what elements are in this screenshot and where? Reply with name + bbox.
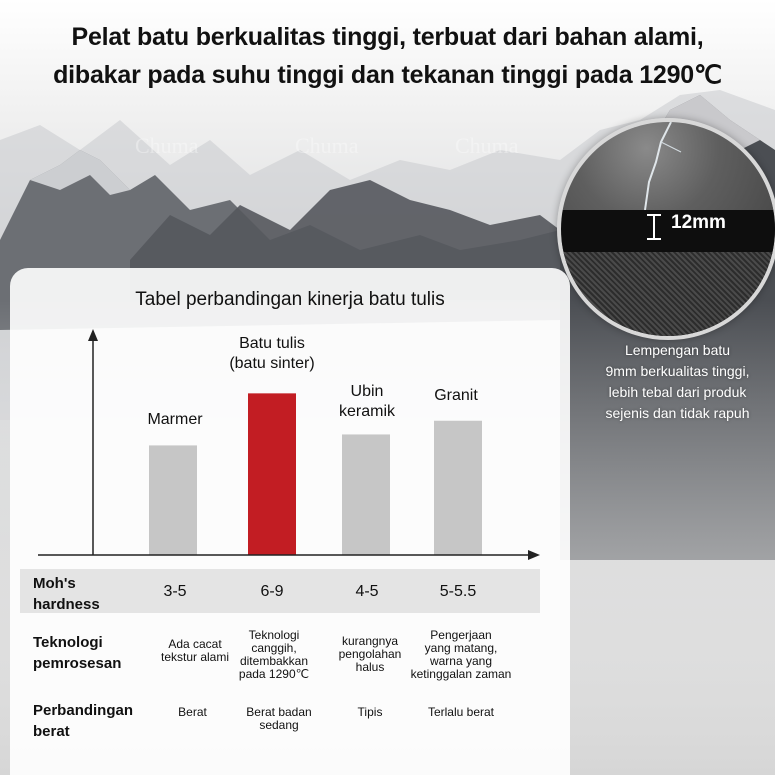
row-header-line: pemrosesan — [33, 655, 122, 672]
hardness-cell-batu-tulis: 6-9 — [260, 583, 284, 600]
category-label-ubin-keramik — [317, 382, 417, 422]
hardness-cell-marmer: 3-5 — [163, 583, 187, 600]
cell-line: warna yang — [429, 654, 493, 668]
technology-cell-batu-tulis — [224, 629, 324, 681]
cell-line: Pengerjaan — [430, 628, 492, 642]
side-note-line: sejenis dan tidak rapuh — [605, 405, 750, 421]
hardness-row-header — [33, 573, 100, 615]
row-header-line: Moh's — [33, 575, 76, 592]
cell-line: Tipis — [357, 705, 383, 719]
weight-row-header — [33, 700, 133, 742]
category-label-line: Batu tulis — [239, 335, 305, 352]
cell-line: ditembakkan — [239, 654, 309, 668]
thickness-marker-icon — [647, 214, 661, 240]
cell-line: halus — [355, 660, 385, 674]
cell-line: sedang — [259, 718, 299, 732]
category-label-line: keramik — [338, 403, 395, 420]
chart-title: Tabel perbandingan kinerja batu tulis — [135, 289, 445, 310]
category-label-granit: Granit — [434, 387, 478, 404]
cell-line: ketinggalan zaman — [410, 667, 512, 681]
headline-line-2: dibakar pada suhu tinggi dan tekanan tinggi pada 1290℃ — [53, 61, 722, 89]
hardness-cell-granit: 5-5.5 — [439, 583, 477, 600]
weight-cell-granit — [400, 706, 522, 719]
category-label-line: (batu sinter) — [229, 355, 315, 372]
side-note-line: 9mm berkualitas tinggi, — [605, 363, 750, 379]
row-header-line: Perbandingan — [33, 702, 134, 719]
slab-edge — [561, 210, 775, 252]
cell-line: Berat badan — [246, 705, 312, 719]
cell-line: pengolahan — [338, 647, 402, 661]
weight-cell-batu-tulis — [224, 706, 334, 732]
slab-closeup-inset — [557, 118, 775, 340]
marble-vein — [561, 122, 775, 212]
cell-line: Teknologi — [248, 628, 300, 642]
technology-row-header — [33, 632, 121, 674]
watermark: Chuma — [135, 133, 199, 158]
category-label-line: Ubin — [350, 383, 384, 400]
cell-line: canggih, — [251, 641, 297, 655]
headline-line-1: Pelat batu berkualitas tinggi, terbuat dari bahan alami, — [71, 23, 704, 51]
side-note-line: lebih tebal dari produk — [608, 384, 747, 400]
cell-line: kurangnya — [341, 634, 399, 648]
side-note — [580, 340, 775, 424]
headline — [0, 18, 775, 94]
row-header-line: hardness — [33, 596, 100, 613]
cell-line: Terlalu berat — [427, 705, 495, 719]
side-note-line: Lempengan batu — [624, 342, 731, 358]
cell-line: tekstur alami — [160, 650, 230, 664]
thickness-label: 12mm — [671, 212, 726, 233]
cell-line: pada 1290℃ — [238, 667, 310, 681]
cell-line: Ada cacat — [168, 637, 222, 651]
row-header-line: berat — [33, 723, 70, 740]
row-header-line: Teknologi — [33, 634, 103, 651]
cell-line: yang matang, — [424, 641, 498, 655]
category-label-marmer: Marmer — [147, 411, 203, 428]
technology-cell-granit — [400, 629, 522, 681]
cell-line: Berat — [178, 705, 207, 719]
category-label-batu-tulis — [212, 334, 332, 374]
watermark: Chuma — [295, 133, 359, 158]
slab-mesh-backing — [561, 252, 775, 340]
watermark: Chuma — [455, 133, 519, 158]
hardness-cell-ubin: 4-5 — [355, 583, 379, 600]
